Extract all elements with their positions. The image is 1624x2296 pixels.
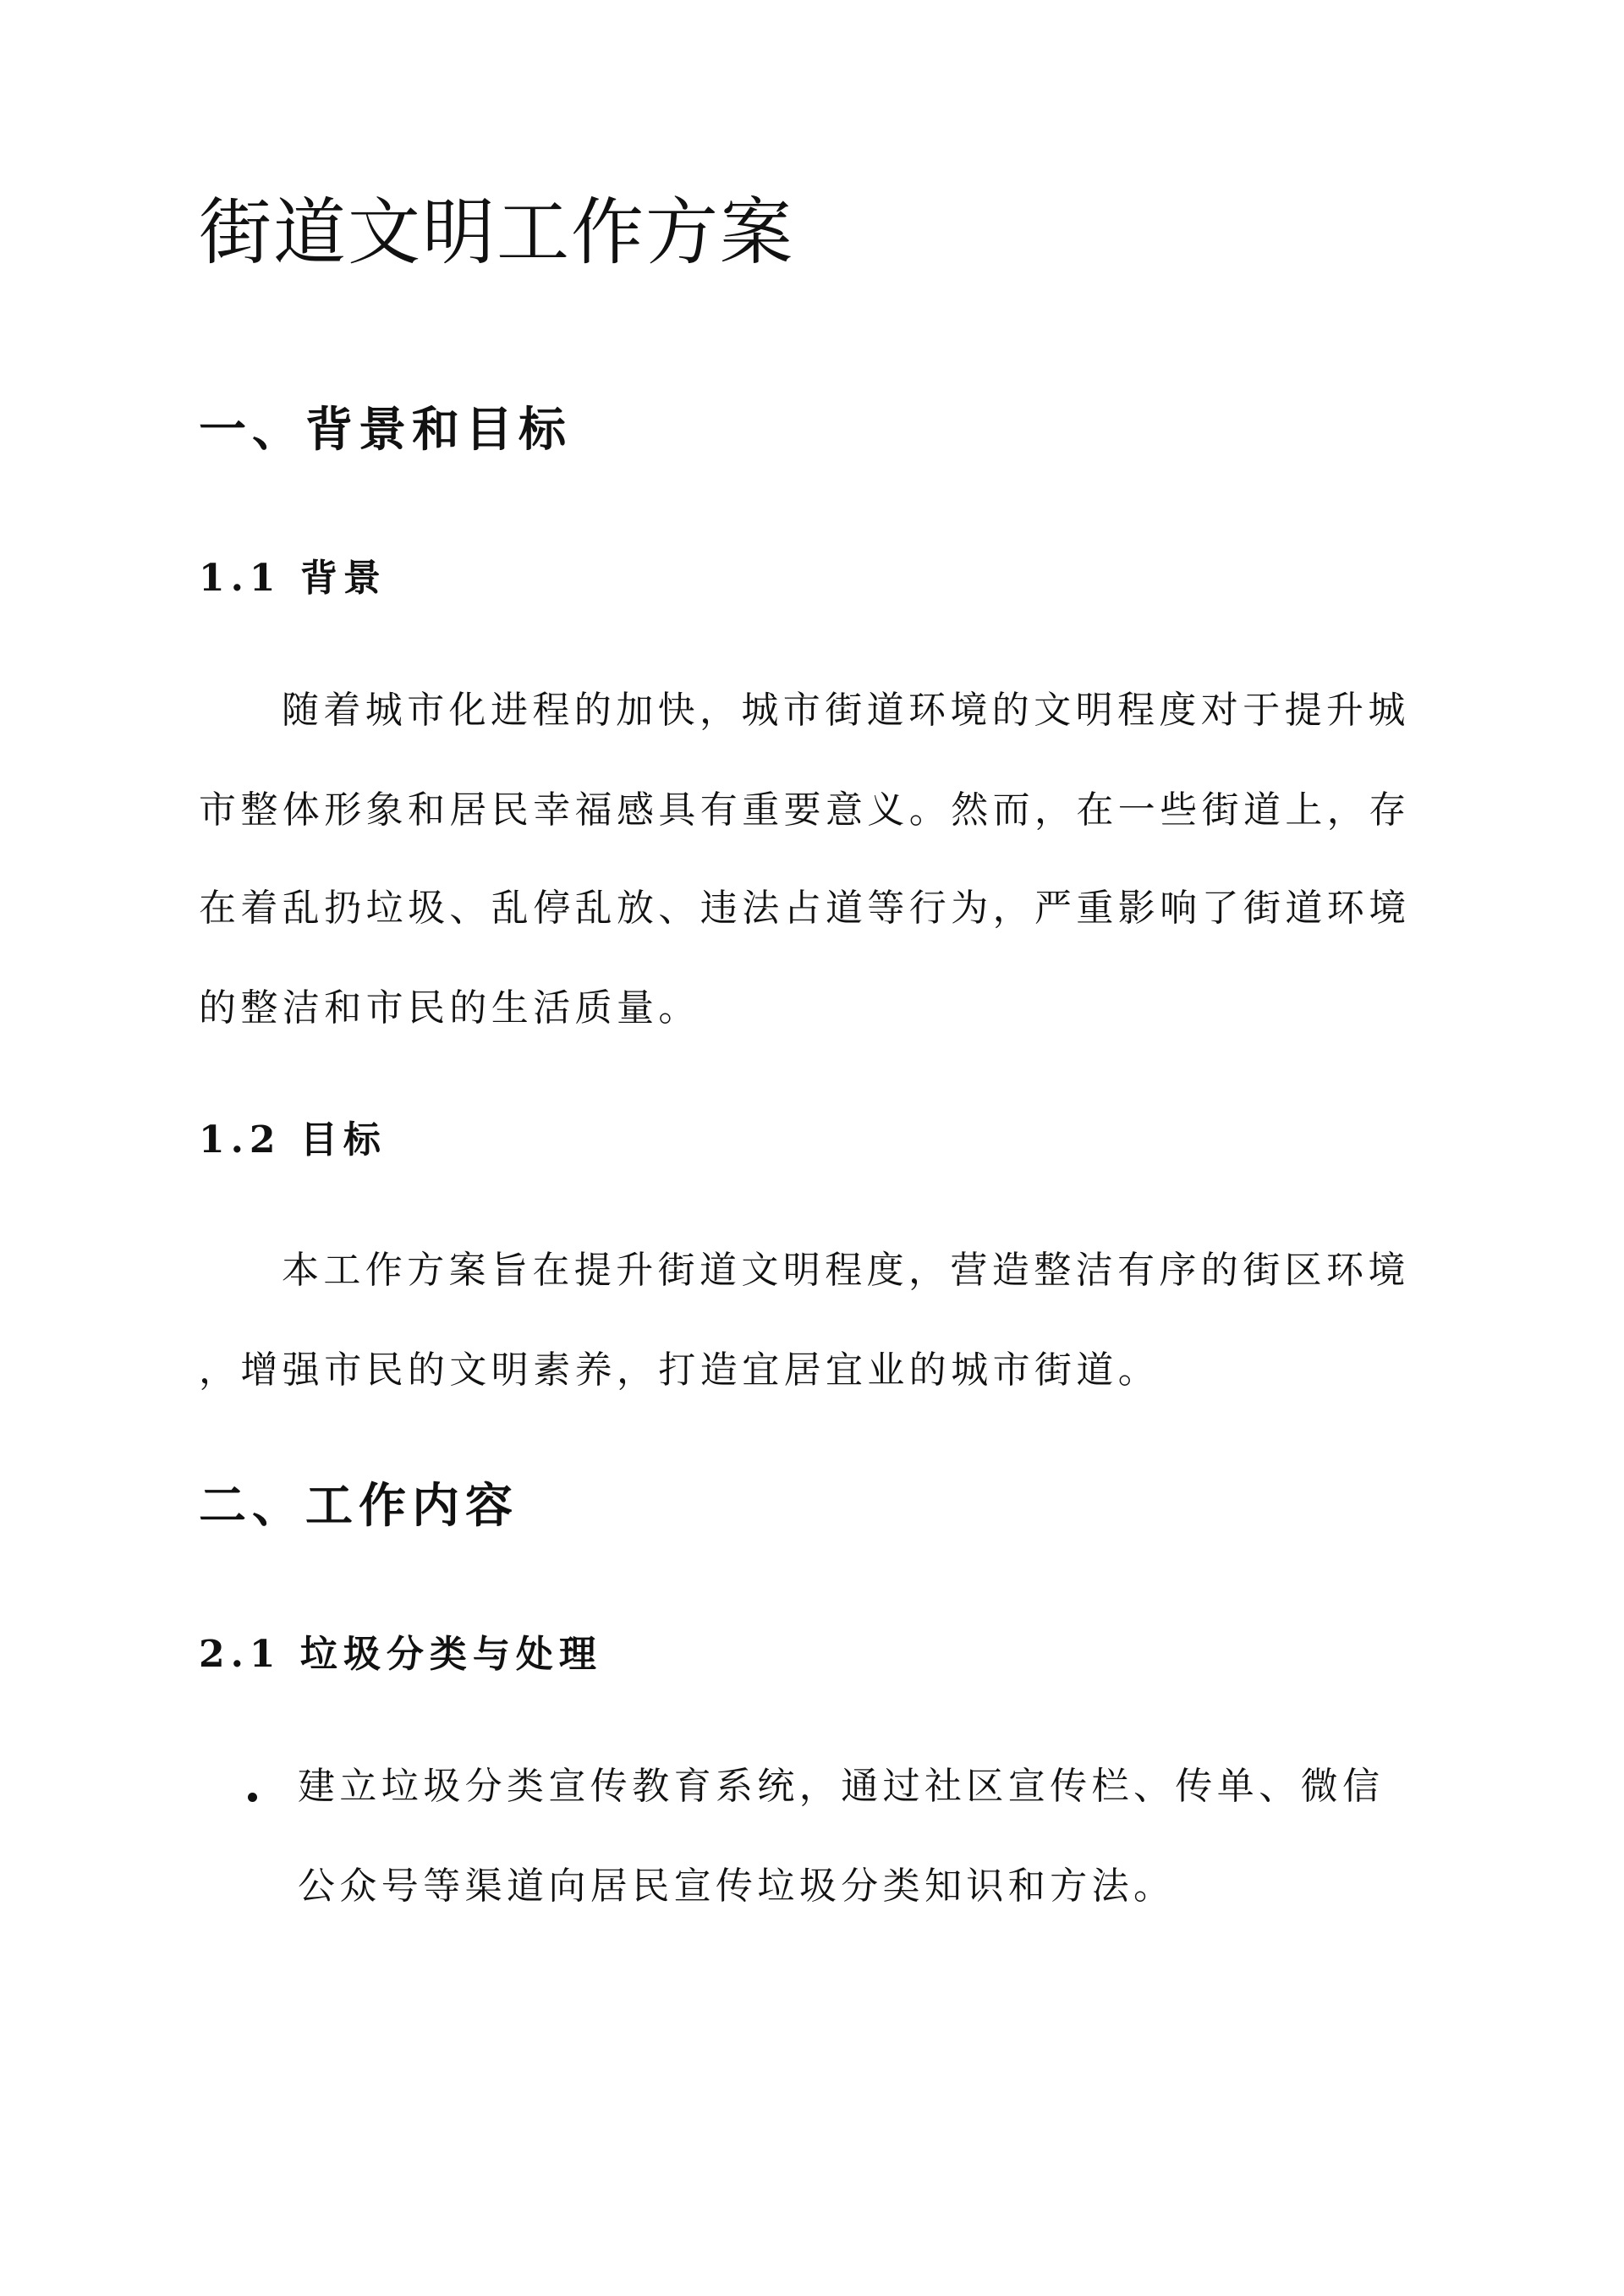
document-title: 街道文明工作方案: [199, 190, 794, 275]
bullet-line: 公众号等渠道向居民宣传垃圾分类知识和方法。: [298, 1865, 1176, 1908]
paragraph-line: 随着城市化进程的加快，城市街道环境的文明程度对于提升城: [282, 689, 1410, 732]
bullet-icon: [248, 1793, 257, 1802]
paragraph-line: 市整体形象和居民幸福感具有重要意义。然而，在一些街道上，存: [199, 788, 1411, 832]
section-heading-work-content: 二、工作内容: [199, 1478, 518, 1534]
paragraph-line: 的整洁和市民的生活质量。: [199, 986, 700, 1030]
section-heading-background-goals: 一、背景和目标: [199, 402, 572, 458]
paragraph-line: ，增强市民的文明素养，打造宜居宜业的城市街道。: [199, 1348, 1160, 1392]
paragraph-line: 本工作方案旨在提升街道文明程度，营造整洁有序的街区环境: [282, 1249, 1410, 1292]
bullet-line: 建立垃圾分类宣传教育系统，通过社区宣传栏、传单、微信: [298, 1765, 1385, 1808]
subsection-heading-goals: 1.2 目标: [199, 1118, 387, 1162]
subsection-heading-garbage-sorting: 2.1 垃圾分类与处理: [199, 1633, 602, 1676]
paragraph-line: 在着乱扔垃圾、乱停乱放、违法占道等行为，严重影响了街道环境: [199, 887, 1411, 930]
subsection-heading-background: 1.1 背景: [199, 557, 387, 600]
